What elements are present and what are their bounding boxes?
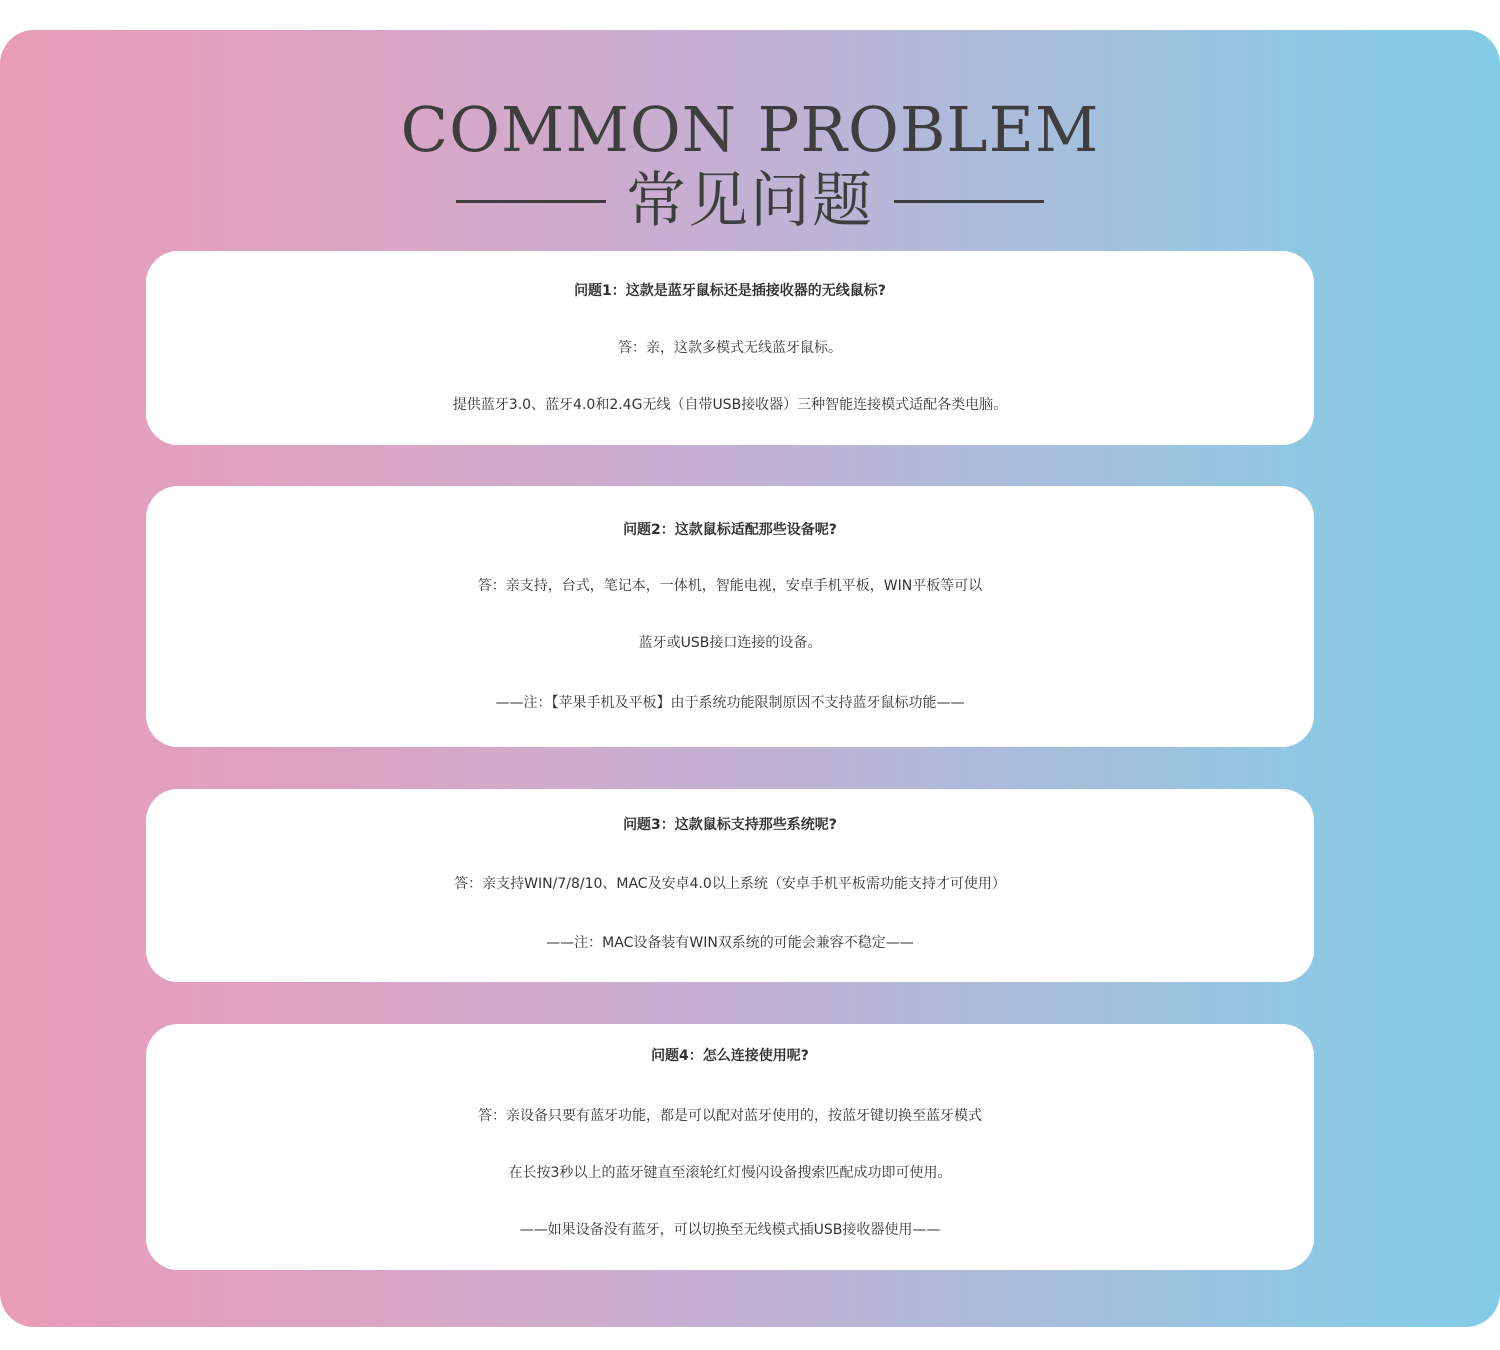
faq-answer-2-line-2: 蓝牙或USB接口连接的设备。 bbox=[638, 635, 822, 651]
faq-question-4: 问题4：怎么连接使用呢? bbox=[651, 1048, 809, 1064]
faq-card-4 bbox=[146, 1024, 1314, 1270]
faq-answer-1-line-2: 提供蓝牙3.0、蓝牙4.0和2.4G无线（自带USB接收器）三种智能连接模式适配各类电脑。 bbox=[452, 397, 1008, 413]
faq-answer-3-line-1: 答：亲支持WIN/7/8/10、MAC及安卓4.0以上系统（安卓手机平板需功能支持才可使用） bbox=[454, 876, 1006, 892]
faq-answer-1-line-1: 答：亲，这款多模式无线蓝牙鼠标。 bbox=[618, 340, 842, 356]
faq-card-1 bbox=[146, 251, 1314, 445]
faq-card-3 bbox=[146, 789, 1314, 982]
faq-card-2 bbox=[146, 486, 1314, 747]
faq-answer-4-line-2: 在长按3秒以上的蓝牙键直至滚轮红灯慢闪设备搜索匹配成功即可使用。 bbox=[508, 1165, 952, 1181]
faq-question-2: 问题2：这款鼠标适配那些设备呢? bbox=[623, 522, 837, 538]
title-chinese-row bbox=[0, 166, 1500, 236]
faq-answer-4-line-1: 答：亲设备只要有蓝牙功能，都是可以配对蓝牙使用的，按蓝牙键切换至蓝牙模式 bbox=[478, 1108, 982, 1124]
faq-question-3: 问题3：这款鼠标支持那些系统呢? bbox=[623, 817, 837, 833]
faq-note-2: ——注：【苹果手机及平板】由于系统功能限制原因不支持蓝牙鼠标功能—— bbox=[495, 695, 965, 711]
faq-question-1: 问题1：这款是蓝牙鼠标还是插接收器的无线鼠标? bbox=[574, 283, 886, 299]
title-english: COMMON PROBLEM bbox=[400, 93, 1100, 166]
title-chinese: 常见问题 bbox=[626, 166, 874, 236]
faq-note-3: ——注：MAC设备装有WIN双系统的可能会兼容不稳定—— bbox=[546, 935, 914, 951]
title-divider-right bbox=[894, 200, 1044, 203]
title-divider-left bbox=[456, 200, 606, 203]
faq-note-4: ——如果设备没有蓝牙，可以切换至无线模式插USB接收器使用—— bbox=[519, 1222, 941, 1238]
faq-answer-2-line-1: 答：亲支持，台式，笔记本，一体机，智能电视，安卓手机平板，WIN平板等可以 bbox=[477, 578, 983, 594]
